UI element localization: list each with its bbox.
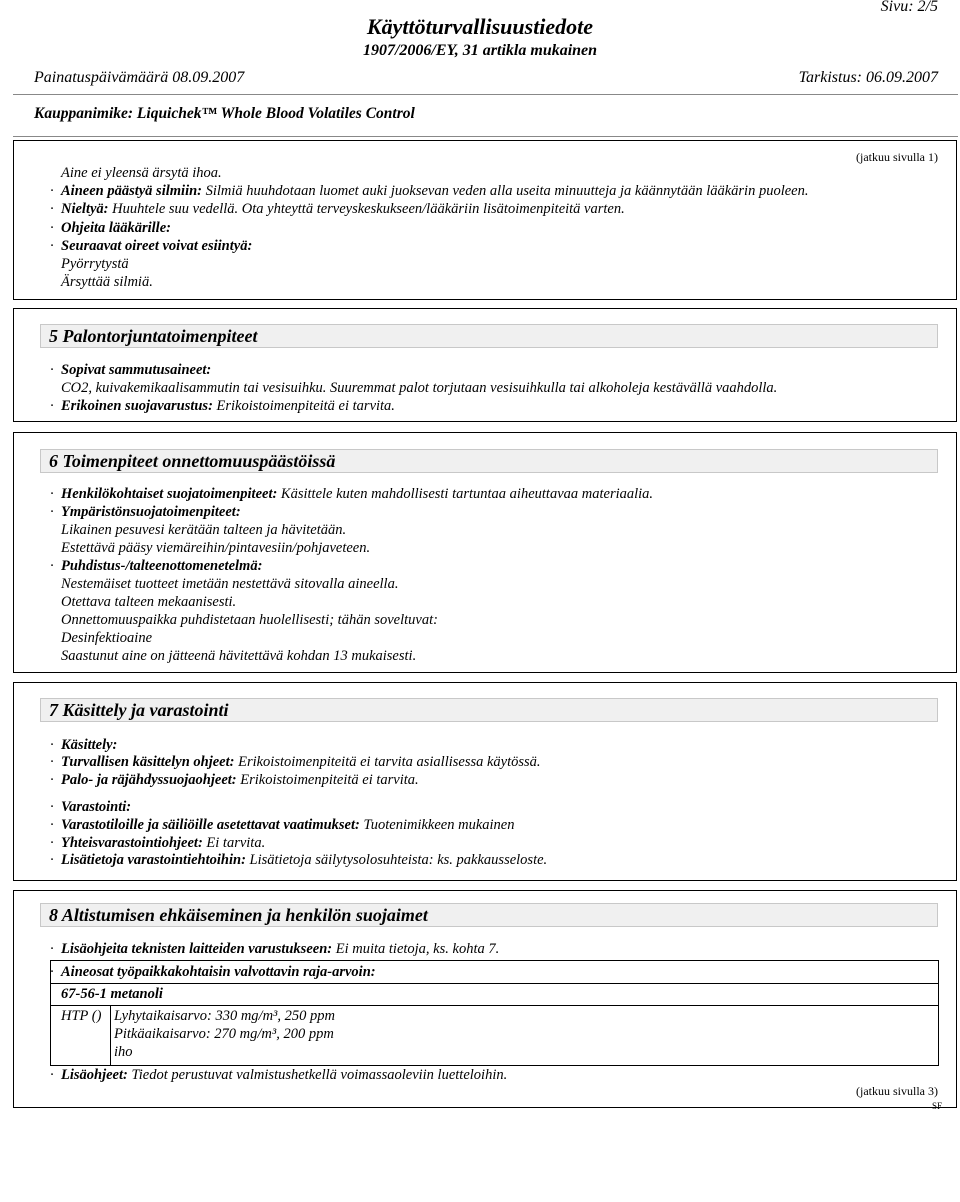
- htp-short-term: Lyhytaikaisarvo: 330 mg/m³, 250 ppm: [114, 1008, 335, 1024]
- cleanup-line: · Puhdistus-/talteenottomenetelmä:: [50, 558, 263, 574]
- swallow-line: · Nieltyä: Huuhtele suu vedellä. Ota yhteyttä terveyskeskukseen/lääkäriin lisätoimenpiteitä varten.: [50, 201, 625, 217]
- continued-to: (jatkuu sivulla 3): [856, 1084, 938, 1098]
- safe-handling-label: Turvallisen käsittelyn ohjeet:: [61, 754, 235, 770]
- swallow-text: Huuhtele suu vedellä. Ota yhteyttä terveyskeskukseen/lääkäriin lisätoimenpiteitä varten.: [112, 201, 625, 217]
- personal-precautions-text: Käsittele kuten mahdollisesti tartuntaa aiheuttavaa materiaalia.: [280, 486, 654, 502]
- trade-name: Kauppanimike: Liquichek™ Whole Blood Volatiles Control: [34, 105, 415, 122]
- additional-info-line: · Lisäohjeet: Tiedot perustuvat valmistushetkellä voimassaoleviin luetteloihin.: [50, 1067, 508, 1083]
- cleanup-label: Puhdistus-/talteenottomenetelmä:: [61, 558, 263, 574]
- joint-storage-text: Ei tarvita.: [206, 835, 266, 851]
- skin-text: Aine ei yleensä ärsytä ihoa.: [61, 165, 222, 181]
- eye-contact-label: Aineen päästyä silmiin:: [61, 183, 202, 199]
- swallow-label: Nieltyä:: [61, 201, 109, 217]
- substance-name: 67-56-1 metanoli: [61, 986, 163, 1002]
- safe-handling-line: · Turvallisen käsittelyn ohjeet: Erikoistoimenpiteitä ei tarvita asiallisessa käytössä.: [50, 754, 541, 770]
- symptoms-line: · Seuraavat oireet voivat esiintyä:: [50, 238, 253, 254]
- symptom-2: Ärsyttää silmiä.: [61, 274, 153, 290]
- joint-storage-line: · Yhteisvarastointiohjeet: Ei tarvita.: [50, 835, 266, 851]
- storage-further-line: · Lisätietoja varastointiehtoihin: Lisätietoja säilytysolosuhteista: ks. pakkausseloste.: [50, 852, 548, 868]
- joint-storage-label: Yhteisvarastointiohjeet:: [61, 835, 203, 851]
- fire-protection-label: Palo- ja räjähdyssuojaohjeet:: [61, 772, 237, 788]
- technical-text: Ei muita tietoja, ks. kohta 7.: [335, 941, 500, 957]
- safe-handling-text: Erikoistoimenpiteitä ei tarvita asiallisessa käytössä.: [238, 754, 541, 770]
- htp-label: HTP (): [61, 1008, 102, 1024]
- storage-line: · Varastointi:: [50, 799, 132, 815]
- header-divider-2: [13, 136, 958, 137]
- cleanup-text-3: Onnettomuuspaikka puhdistetaan huolellisesti; tähän soveltuvat:: [61, 612, 438, 628]
- exposure-limits-line: · Aineosat työpaikkakohtaisin valvottavin raja-arvoin:: [50, 964, 376, 980]
- table-column-divider: [110, 1005, 111, 1065]
- storage-further-label: Lisätietoja varastointiehtoihin:: [61, 852, 246, 868]
- additional-info-label: Lisäohjeet:: [61, 1067, 128, 1083]
- protective-equipment-text: Erikoistoimenpiteitä ei tarvita.: [216, 398, 395, 414]
- section-8-title: 8 Altistumisen ehkäiseminen ja henkilön suojaimet: [40, 903, 938, 927]
- cleanup-text-5: Saastunut aine on jätteenä hävitettävä kohdan 13 mukaisesti.: [61, 648, 417, 664]
- additional-info-text: Tiedot perustuvat valmistushetkellä voimassaoleviin luetteloihin.: [131, 1067, 508, 1083]
- storage-label: Varastointi:: [61, 799, 132, 815]
- doctor-line: · Ohjeita lääkärille:: [50, 220, 171, 236]
- personal-precautions-line: · Henkilökohtaiset suojatoimenpiteet: Käsittele kuten mahdollisesti tartuntaa aiheuttavaa materiaalia.: [50, 486, 654, 502]
- handling-label: Käsittely:: [61, 737, 118, 753]
- table-divider: [51, 1005, 938, 1006]
- storage-requirements-label: Varastotiloille ja säiliöille asetettavat vaatimukset:: [61, 817, 360, 833]
- protective-equipment-label: Erikoinen suojavarustus:: [61, 398, 213, 414]
- eye-contact-line: · Aineen päästyä silmiin: Silmiä huuhdotaan luomet auki juoksevan veden alla useita minuutteja ja käännytään lääkärin puoleen.: [50, 183, 809, 199]
- section-5-title: 5 Palontorjuntatoimenpiteet: [40, 324, 938, 348]
- header-divider: [13, 94, 958, 95]
- htp-skin: iho: [114, 1044, 133, 1060]
- storage-requirements-text: Tuotenimikkeen mukainen: [363, 817, 515, 833]
- section-7-title: 7 Käsittely ja varastointi: [40, 698, 938, 722]
- language-code: SF: [931, 1101, 942, 1111]
- continued-from: (jatkuu sivulla 1): [856, 150, 938, 164]
- page-number: Sivu: 2/5: [880, 0, 938, 15]
- fire-protection-text: Erikoistoimenpiteitä ei tarvita.: [240, 772, 419, 788]
- eye-contact-text: Silmiä huuhdotaan luomet auki juoksevan veden alla useita minuutteja ja käännytään lääkärin puoleen.: [205, 183, 809, 199]
- technical-label: Lisäohjeita teknisten laitteiden varustukseen:: [61, 941, 333, 957]
- symptoms-label: Seuraavat oireet voivat esiintyä:: [61, 238, 253, 254]
- extinguishing-line: · Sopivat sammutusaineet:: [50, 362, 212, 378]
- table-divider: [51, 983, 938, 984]
- extinguishing-label: Sopivat sammutusaineet:: [61, 362, 212, 378]
- environment-text-1: Likainen pesuvesi kerätään talteen ja hävitetään.: [61, 522, 347, 538]
- fire-protection-line: · Palo- ja räjähdyssuojaohjeet: Erikoistoimenpiteitä ei tarvita.: [50, 772, 419, 788]
- extinguishing-text: CO2, kuivakemikaalisammutin tai vesisuihku. Suuremmat palot torjutaan vesisuihkulla tai alkoholeja kestävällä vaahdolla.: [61, 380, 778, 396]
- technical-line: · Lisäohjeita teknisten laitteiden varustukseen: Ei muita tietoja, ks. kohta 7.: [50, 941, 500, 957]
- symptom-1: Pyörrytystä: [61, 256, 129, 272]
- document-subtitle: 1907/2006/EY, 31 artikla mukainen: [362, 42, 598, 59]
- protective-equipment-line: · Erikoinen suojavarustus: Erikoistoimenpiteitä ei tarvita.: [50, 398, 395, 414]
- print-date: Painatuspäivämäärä 08.09.2007: [34, 69, 245, 86]
- revision-date: Tarkistus: 06.09.2007: [798, 69, 938, 86]
- environment-label: Ympäristönsuojatoimenpiteet:: [61, 504, 241, 520]
- exposure-limits-label: Aineosat työpaikkakohtaisin valvottavin raja-arvoin:: [61, 964, 376, 980]
- cleanup-text-1: Nestemäiset tuotteet imetään nestettävä sitovalla aineella.: [61, 576, 399, 592]
- htp-long-term: Pitkäaikaisarvo: 270 mg/m³, 200 ppm: [114, 1026, 334, 1042]
- section-6-title: 6 Toimenpiteet onnettomuuspäästöissä: [40, 449, 938, 473]
- storage-requirements-line: · Varastotiloille ja säiliöille asetettavat vaatimukset: Tuotenimikkeen mukainen: [50, 817, 515, 833]
- storage-further-text: Lisätietoja säilytysolosuhteista: ks. pakkausseloste.: [249, 852, 548, 868]
- handling-line: · Käsittely:: [50, 737, 118, 753]
- cleanup-text-4: Desinfektioaine: [61, 630, 153, 646]
- environment-line: · Ympäristönsuojatoimenpiteet:: [50, 504, 241, 520]
- cleanup-text-2: Otettava talteen mekaanisesti.: [61, 594, 237, 610]
- personal-precautions-label: Henkilökohtaiset suojatoimenpiteet:: [61, 486, 278, 502]
- document-title: Käyttöturvallisuustiedote: [366, 14, 594, 39]
- environment-text-2: Estettävä pääsy viemäreihin/pintavesiin/pohjaveteen.: [61, 540, 371, 556]
- doctor-label: Ohjeita lääkärille:: [61, 220, 171, 236]
